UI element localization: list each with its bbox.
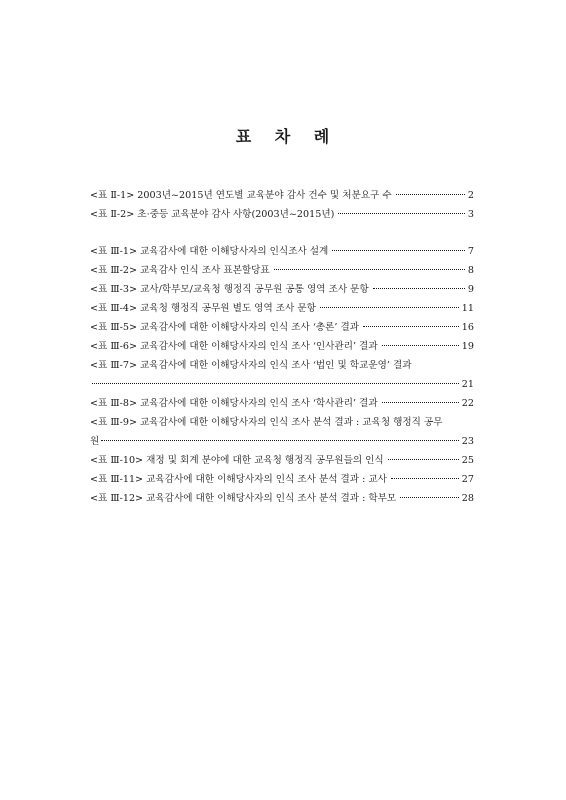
dot-leader (274, 269, 465, 270)
toc-entry-label: <표 Ⅲ-10> 재정 및 회계 분야에 대한 교육청 행정직 공무원들의 인식 (90, 455, 384, 466)
toc-entry[interactable] (90, 318, 474, 337)
toc-entry-label: <표 Ⅲ-7> 교육감사에 대한 이해당사자의 인식 조사 ‘법인 및 학교운영’ 결과 (90, 360, 412, 371)
toc-entry-page: 27 (461, 474, 474, 485)
toc-entry[interactable] (90, 205, 474, 224)
toc-entry-page: 22 (461, 398, 474, 409)
dot-leader (101, 440, 459, 441)
toc-entry[interactable] (90, 489, 474, 508)
toc-entry[interactable] (90, 356, 474, 394)
dot-leader (363, 326, 459, 327)
toc-entry[interactable] (90, 413, 474, 451)
toc-entry-page: 9 (467, 284, 474, 295)
toc-entry-page: 19 (461, 341, 474, 352)
toc-group-chapter-3 (90, 242, 474, 508)
dot-leader (332, 250, 465, 251)
toc-entry-label: <표 Ⅲ-8> 교육감사에 대한 이해당사자의 인식 조사 ‘학사관리’ 결과 (90, 398, 378, 409)
toc-entry[interactable] (90, 299, 474, 318)
dot-leader (338, 213, 465, 214)
toc-entry-page: 2 (467, 190, 474, 201)
toc-entry-page: 11 (461, 303, 474, 314)
toc-entry[interactable] (90, 261, 474, 280)
toc-entry-label-continuation: 원 (90, 436, 100, 447)
toc-entry-page: 3 (467, 209, 474, 220)
dot-leader (373, 288, 465, 289)
toc-entry-label: <표 Ⅲ-6> 교육감사에 대한 이해당사자의 인식 조사 ‘인사관리’ 결과 (90, 341, 378, 352)
toc-entry[interactable] (90, 242, 474, 261)
page-title: 표 차 례 (235, 127, 339, 146)
dot-leader (320, 307, 459, 308)
toc-entry-page: 25 (461, 455, 474, 466)
toc-entry-label: <표 Ⅲ-11> 교육감사에 대한 이해당사자의 인식 조사 분석 결과 : 교사 (90, 474, 387, 485)
dot-leader (382, 345, 459, 346)
dot-leader (400, 497, 459, 498)
toc-entry-page: 8 (467, 265, 474, 276)
toc-entry-label: <표 Ⅲ-9> 교육감사에 대한 이해당사자의 인식 조사 분석 결과 : 교육청 행정직 공무 (90, 417, 443, 428)
dot-leader (396, 194, 465, 195)
toc-entry[interactable] (90, 186, 474, 205)
toc-entry-label: <표 Ⅲ-3> 교사/학부모/교육청 행정직 공무원 공통 영역 조사 문항 (90, 284, 369, 295)
toc-entry[interactable] (90, 337, 474, 356)
toc-entry-label: <표 Ⅲ-4> 교육청 행정직 공무원 별도 영역 조사 문항 (90, 303, 316, 314)
dot-leader (391, 478, 459, 479)
toc-entry-page: 23 (461, 436, 474, 447)
toc-entry-page: 16 (461, 322, 474, 333)
toc-entry-label: <표 Ⅲ-5> 교육감사에 대한 이해당사자의 인식 조사 ‘총론’ 결과 (90, 322, 360, 333)
toc-entry-label: <표 Ⅱ-1> 2003년~2015년 연도별 교육분야 감사 건수 및 처분요구 수 (90, 190, 392, 201)
toc-entry-continuation-line (90, 432, 474, 451)
toc-entry-label: <표 Ⅲ-2> 교육감사 인식 조사 표본할당표 (90, 265, 270, 276)
toc-entry[interactable] (90, 470, 474, 489)
toc-entry[interactable] (90, 280, 474, 299)
toc-entry-label: <표 Ⅲ-12> 교육감사에 대한 이해당사자의 인식 조사 분석 결과 : 학부모 (90, 493, 397, 504)
toc-entry[interactable] (90, 394, 474, 413)
toc-entry-label: <표 Ⅲ-1> 교육감사에 대한 이해당사자의 인식조사 설계 (90, 246, 329, 257)
toc-group-chapter-2 (90, 186, 474, 224)
toc-entry-label: <표 Ⅱ-2> 초·중등 교육분야 감사 사항(2003년~2015년) (90, 209, 335, 220)
toc-entry-page: 28 (461, 493, 474, 504)
dot-leader (382, 402, 459, 403)
toc-entry-continuation-line (90, 375, 474, 394)
dot-leader (92, 383, 459, 384)
toc-entry-page: 7 (467, 246, 474, 257)
dot-leader (388, 459, 459, 460)
toc-entry[interactable] (90, 451, 474, 470)
toc-entry-page: 21 (461, 379, 474, 390)
